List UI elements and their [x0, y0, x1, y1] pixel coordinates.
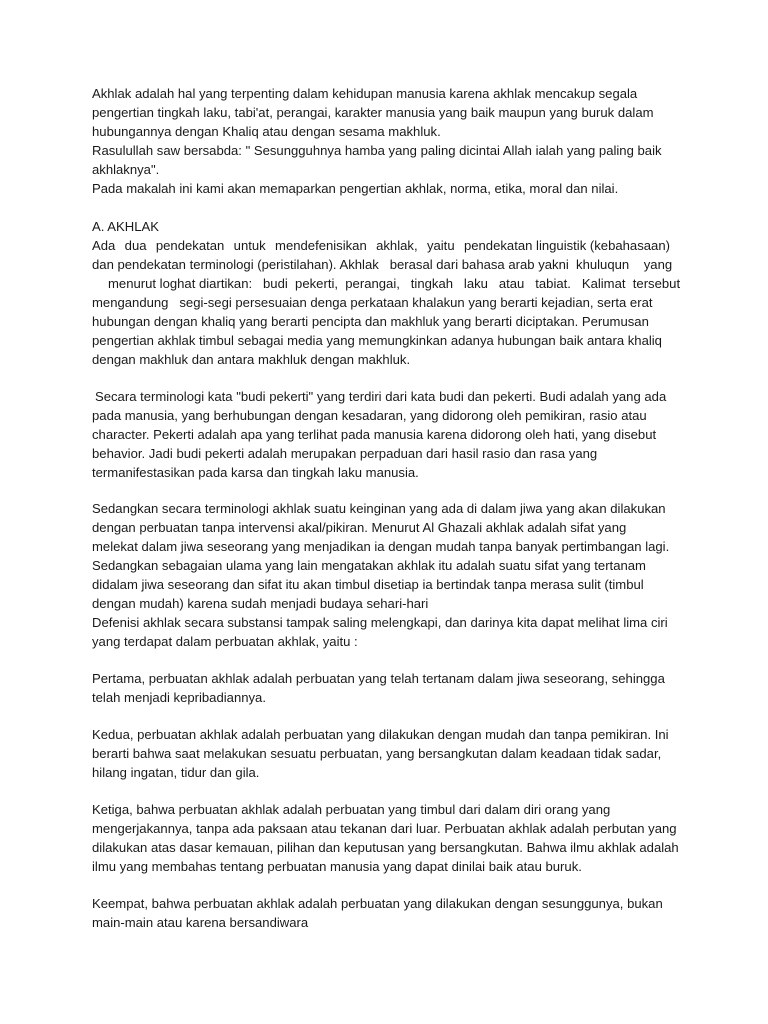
paragraph-line: menurut loghat diartikan: budi pekerti, perangai, tingkah laku atau tabiat. Kalimat tersebut	[108, 276, 681, 291]
paragraph-line: Sedangkan secara terminologi akhlak suatu keinginan yang ada di dalam jiwa yang akan dilakukan	[92, 501, 666, 516]
paragraph-line: dengan mudah) karena sudah menjadi budaya sehari-hari	[92, 596, 429, 611]
intro-line: Rasulullah saw bersabda: " Sesungguhnya hamba yang paling dicintai Allah ialah yang paling baik	[92, 143, 662, 158]
intro-line: Pada makalah ini kami akan memaparkan pengertian akhlak, norma, etika, moral dan nilai.	[92, 181, 619, 196]
paragraph-line: dengan makhluk dan antara makhluk dengan makhluk.	[92, 352, 411, 367]
paragraph-line: yang terdapat dalam perbuatan akhlak, yaitu :	[92, 634, 358, 649]
paragraph-line: mengerjakannya, tanpa ada paksaan atau tekanan dari luar. Perbuatan akhlak adalah perbutan yang	[92, 821, 677, 836]
paragraph-line: main-main atau karena bersandiwara	[92, 915, 309, 930]
paragraph-line: pengertian akhlak timbul sebagai media yang memungkinkan adanya hubungan baik antara khaliq	[92, 333, 662, 348]
paragraph-line: telah menjadi kepribadiannya.	[92, 690, 266, 705]
paragraph-line: hubungan dengan khaliq yang berarti pencipta dan makhluk yang berarti diciptakan. Perumusan	[92, 314, 649, 329]
word: pendekatan linguistik (kebahasaan)	[463, 238, 670, 253]
paragraph-line: hilang ingatan, tidur dan gila.	[92, 765, 260, 780]
paragraph-line: Ketiga, bahwa perbuatan akhlak adalah perbuatan yang timbul dari dalam diri orang yang	[92, 802, 611, 817]
paragraph-line: dan pendekatan terminologi (peristilahan). Akhlak berasal dari bahasa arab yakni khuluqun yang	[92, 257, 673, 272]
paragraph-line: Secara terminologi kata "budi pekerti" yang terdiri dari kata budi dan pekerti. Budi adalah yang ada	[95, 389, 667, 404]
word: yaitu	[426, 238, 455, 253]
intro-line: Akhlak adalah hal yang terpenting dalam kehidupan manusia karena akhlak mencakup segala	[92, 86, 638, 101]
section-heading: A. AKHLAK	[92, 219, 159, 234]
word: dua	[124, 238, 147, 253]
paragraph-line: termanifestasikan pada karsa dan tingkah laku manusia.	[92, 465, 419, 480]
word: untuk	[233, 238, 266, 253]
paragraph-line: melekat dalam jiwa seseorang yang menjadikan ia dengan mudah tanpa banyak pertimbangan lagi.	[92, 539, 670, 554]
word: akhlak,	[376, 238, 418, 253]
paragraph-line: dilakukan atas dasar kemauan, pilihan dan keputusan yang bersangkutan. Bahwa ilmu akhlak adalah	[92, 840, 679, 855]
paragraph-line: Pertama, perbuatan akhlak adalah perbuatan yang telah tertanam dalam jiwa seseorang, sehingga	[92, 671, 665, 686]
word: pendekatan	[155, 238, 225, 253]
paragraph-line: dengan perbuatan tanpa intervensi akal/pikiran. Menurut Al Ghazali akhlak adalah sifat yang	[92, 520, 627, 535]
paragraph-line: berarti bahwa saat melakukan sesuatu perbuatan, yang bersangkutan dalam keadaan tidak sadar,	[92, 746, 662, 761]
paragraph-line: ilmu yang membahas tentang perbuatan manusia yang dapat dinilai baik atau buruk.	[92, 859, 582, 874]
paragraph-line	[92, 237, 670, 256]
paragraph-line: didalam jiwa seseorang dan sifat itu akan timbul disetiap ia bertindak tanpa merasa sulit (timbul	[92, 577, 644, 592]
intro-line: akhlaknya".	[92, 162, 160, 177]
paragraph-line: Keempat, bahwa perbuatan akhlak adalah perbuatan yang dilakukan dengan sesunggunya, bukan	[92, 896, 663, 911]
paragraph-line: Defenisi akhlak secara substansi tampak saling melengkapi, dan darinya kita dapat melihat lima ciri	[92, 615, 668, 630]
paragraph-line: character. Pekerti adalah apa yang terlihat pada manusia karena didorong oleh hati, yang disebut	[92, 427, 657, 442]
paragraph-line: Sedangkan sebagaian ulama yang lain mengatakan akhlak itu adalah suatu sifat yang tertanam	[92, 558, 646, 573]
intro-line: hubungannya dengan Khaliq atau dengan sesama makhluk.	[92, 124, 441, 139]
paragraph-line: behavior. Jadi budi pekerti adalah merupakan perpaduan dari hasil rasio dan rasa yang	[92, 446, 598, 461]
word: mendefenisikan	[275, 238, 367, 253]
word: Ada	[92, 238, 116, 253]
paragraph-line: Kedua, perbuatan akhlak adalah perbuatan yang dilakukan dengan mudah dan tanpa pemikiran. Ini	[92, 727, 669, 742]
intro-line: pengertian tingkah laku, tabi'at, perangai, karakter manusia yang baik maupun yang buruk dalam	[92, 105, 654, 120]
paragraph-line: pada manusia, yang berhubungan dengan kesadaran, yang didorong oleh pemikiran, rasio atau	[92, 408, 647, 423]
paragraph-line: mengandung segi-segi persesuaian denga perkataan khalakun yang berarti kejadian, serta erat	[92, 295, 653, 310]
